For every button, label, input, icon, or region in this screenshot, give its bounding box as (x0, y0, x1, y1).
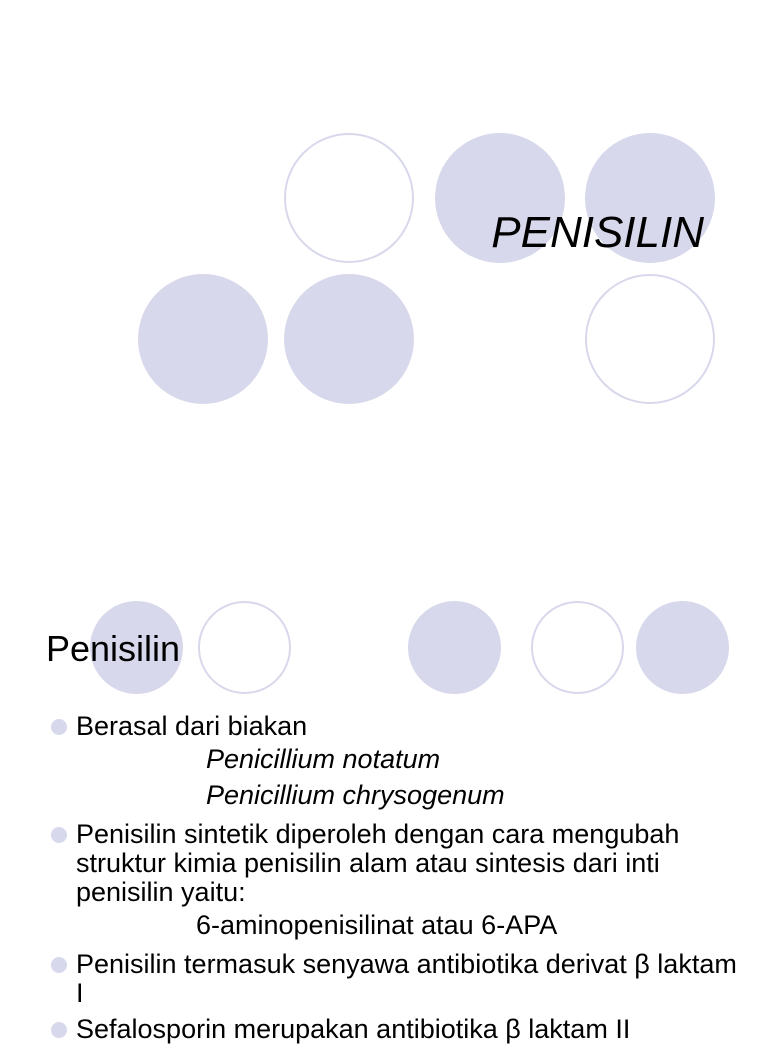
bullet-list (48, 712, 738, 1051)
filled-circle-decoration (138, 274, 268, 404)
filled-circle-decoration (636, 601, 729, 694)
compound-name: 6-aminopenisilinat atau 6-APA (196, 910, 558, 940)
bullet-item (48, 950, 738, 1008)
species-name: Penicillium chrysogenum (206, 780, 505, 810)
bullet-text: Penisilin termasuk senyawa antibiotika derivat β laktam I (76, 949, 737, 1008)
slide-title: PENISILIN (491, 208, 704, 257)
species-name: Penicillium notatum (206, 744, 441, 774)
outline-circle-decoration (198, 601, 291, 694)
filled-circle-decoration (408, 601, 501, 694)
outline-circle-decoration (585, 274, 715, 404)
bullet-text: Penisilin sintetik diperoleh dengan cara mengubah struktur kimia penisilin alam atau sintesis dari inti penisilin yaitu: (76, 819, 680, 907)
content-slide (0, 576, 768, 1044)
outline-circle-decoration (284, 133, 414, 263)
bullet-dot-icon (51, 1022, 67, 1038)
filled-circle-decoration (284, 274, 414, 404)
bullet-item (48, 1015, 738, 1044)
slide-title: Penisilin (46, 628, 181, 669)
bullet-dot-icon (51, 719, 67, 735)
bullet-item (48, 820, 738, 943)
bullet-text: Sefalosporin merupakan antibiotika β laktam II (76, 1014, 631, 1044)
bullet-dot-icon (51, 827, 67, 843)
bullet-dot-icon (51, 957, 67, 973)
bullet-text: Berasal dari biakan (76, 711, 308, 741)
bullet-item (48, 712, 738, 813)
outline-circle-decoration (531, 601, 624, 694)
